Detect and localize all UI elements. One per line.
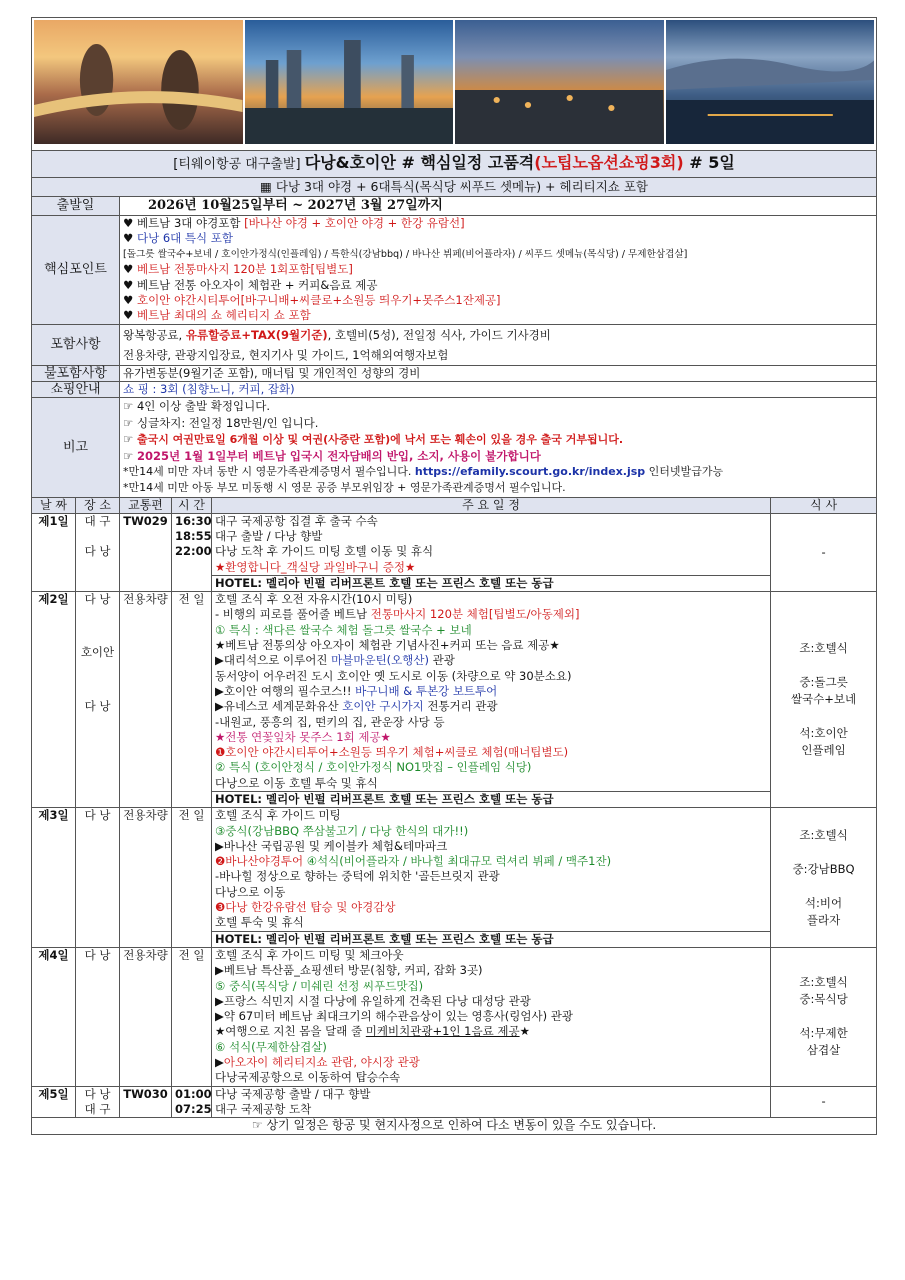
photo-banner-row: [32, 18, 877, 151]
day1-row: [32, 513, 877, 575]
efamily-link[interactable]: https://efamily.scourt.go.kr/index.jsp: [414, 465, 646, 479]
col-time: 시 간: [172, 497, 212, 513]
remarks-label: 비고: [32, 398, 120, 497]
day2-hotel: HOTEL: 멜리아 빈펄 리버프론트 호텔 또는 프린스 호텔 또는 동급: [212, 792, 771, 808]
key-point-meals: [돌그릇 쌀국수+보네 / 호이안가정식(인플레임) / 특한식(강남bbq) / 바나산 뷔페(비어플라자) / 씨푸드 셋메뉴(목식당) / 무제한삼겹살]: [123, 248, 688, 260]
col-date: 날 짜: [32, 497, 76, 513]
day2-transport: 전용차량: [120, 592, 172, 808]
day3-place: 다 낭: [76, 808, 120, 948]
col-schedule: 주 요 일 정: [212, 497, 771, 513]
day3-transport: 전용차량: [120, 808, 172, 948]
day5-places: 다 낭 대 구: [76, 1086, 120, 1118]
day2-row: [32, 592, 877, 792]
day2-places: 다 낭 호이안 다 낭: [76, 592, 120, 808]
departure-label: 출발일: [32, 197, 120, 216]
day1-hotel: HOTEL: 멜리아 빈펄 리버프론트 호텔 또는 프린스 호텔 또는 동급: [212, 575, 771, 591]
col-transport: 교통편: [120, 497, 172, 513]
day4-meal: 조:호텔식 중:목식당 석:무제한 삼겹살: [771, 947, 877, 1086]
day5-schedule: 다낭 국제공항 출발 / 대구 향발 대구 국제공항 도착: [212, 1086, 771, 1118]
day1-transport: TW029: [120, 513, 172, 591]
key-point-3: ♥ 베트남 전통마사지 120분 1회포함[팁별도]: [123, 262, 353, 277]
day5-row: [32, 1086, 877, 1118]
day5-transport: TW030: [120, 1086, 172, 1118]
day2-schedule: 호텔 조식 후 오전 자유시간(10시 미팅) - 비행의 피로를 풀어줄 베트남 전통마사지 120분 체험[팁별도/아동제외] ① 특식 : 색다른 쌀국수 체험 돌그릇 쌀국수 + 보네 ★베트남 전통의상 아오자이 체험관 기념사진+커피 또는 음료 제공★ ▶대리석으로 이루어진 마블마운틴(오행산) 관광 동서양이 어우러진 도시 호이안 옛 도시로 이동 (차량으로 약 30분소요) ▶호이안 여행의 필수코스!! 바구니배 & 투본강 보트투어 ▶유네스코 세계문화유산 호이안 구시가지 전통거리 관광 -내원교, 풍흥의 집, 떤키의 집, 관운장 사당 등 ★전통 연꽃잎차 못주스 1회 제공★ ❶호이안 야간시티투어+소원등 띄우기 체험+씨클로 체험(매너팁별도) ② 특식 (호이안정식 / 호이안가정식 NO1맛집 – 인플레임 식당) 다낭으로 이동 호텔 투숙 및 휴식: [212, 592, 771, 792]
day3-row: [32, 808, 877, 931]
itinerary-document: [31, 17, 876, 1135]
day1-date: 제1일: [32, 513, 76, 591]
day4-time: 전 일: [172, 947, 212, 1086]
departure-row: [32, 197, 877, 216]
danang-city-photo: [245, 20, 454, 144]
key-point-5: ♥ 호이안 야간시티투어[바구니배+씨클로+소원등 띄우기+못주스1잔제공]: [123, 293, 501, 308]
page-title: [32, 151, 877, 178]
day4-date: 제4일: [32, 947, 76, 1086]
photo-banner: [32, 18, 877, 151]
excluded-row: [32, 365, 877, 381]
key-points: [120, 216, 877, 325]
day3-time: 전 일: [172, 808, 212, 948]
key-point-4: ♥ 베트남 전통 아오자이 체험관 + 커피&음료 제공: [123, 277, 378, 292]
included-items: 왕복항공료, 유류할증료+TAX(9월기준), 호텔비(5성), 전일정 식사, 가이드 기사경비 전용차량, 관광지입장료, 현지기사 및 가이드, 1억해외여행자보험: [120, 324, 877, 365]
page-subtitle: ▦ 다낭 3대 야경 + 6대특식(목식당 씨푸드 셋메뉴) + 헤리티지쇼 포함: [32, 178, 877, 197]
key-point-2: ♥ 다낭 6대 특식 포함: [123, 231, 234, 246]
col-place: 장 소: [76, 497, 120, 513]
day4-row: [32, 947, 877, 1086]
excluded-label: 불포함사항: [32, 365, 120, 381]
han-river-photo: [666, 20, 875, 144]
day3-date: 제3일: [32, 808, 76, 948]
day3-meal: 조:호텔식 중:강남BBQ 석:비어 플라자: [771, 808, 877, 948]
shopping-row: [32, 382, 877, 398]
day5-meal: -: [771, 1086, 877, 1118]
col-meal: 식 사: [771, 497, 877, 513]
title-row: [32, 151, 877, 178]
title-highlight: (노팁노옵션쇼핑3회): [534, 153, 684, 172]
day2-meal: 조:호텔식 중:돌그릇 쌀국수+보네 석:호이안 인플레임: [771, 592, 877, 808]
day1-schedule: 대구 국제공항 집결 후 출국 수속 대구 출발 / 다낭 향발 다낭 도착 후 가이드 미팅 호텔 이동 및 휴식 ★환영합니다_객실당 과일바구니 증정★: [212, 513, 771, 575]
day5-times: 01:00 07:25: [172, 1086, 212, 1118]
shopping-info: 쇼 핑 : 3회 (침향노니, 커피, 잡화): [120, 382, 877, 398]
day3-schedule: 호텔 조식 후 가이드 미팅 ③중식(강남BBQ 쭈삼불고기 / 다낭 한식의 대가!!) ▶바나산 국립공원 및 케이블카 체험&테마파크 ❷바나산야경투어 ④석식(비어플라자 / 바나힐 최대규모 럭셔리 뷔페 / 맥주1잔) -바나힐 정상으로 향하는 중턱에 위치한 '골든브릿지 관광 다낭으로 이동 ❸다낭 한강유람선 탑승 및 야경감상 호텔 투숙 및 휴식: [212, 808, 771, 931]
footer-note: ☞ 상기 일정은 항공 및 현지사정으로 인하여 다소 변동이 있을 수도 있습니다.: [32, 1118, 877, 1134]
excluded-items: 유가변동분(9월기준 포함), 매너팁 및 개인적인 성향의 경비: [120, 365, 877, 381]
day1-places: 대 구 다 낭: [76, 513, 120, 591]
day4-place: 다 낭: [76, 947, 120, 1086]
departure-dates: 2026년 10월25일부터 ~ 2027년 3월 27일까지: [120, 197, 877, 216]
day2-time: 전 일: [172, 592, 212, 808]
itinerary-table: [31, 17, 877, 1135]
title-main: 다낭&호이안 # 핵심일정 고품격: [304, 153, 535, 172]
title-suffix: # 5일: [683, 153, 735, 172]
remarks: ☞ 4인 이상 출발 확정입니다. ☞ 싱글차지: 전일정 18만원/인 입니다. ☞ 출국시 여권만료일 6개월 이상 및 여권(사증란 포함)에 낙서 또는 훼손이 있을 경우 출국 거부됩니다. ☞ 2025년 1월 1일부터 베트남 입국시 전자담배의 반입, 소지, 사용이 불가합니다 *만14세 미만 자녀 동반 시 영문가족관계증명서 필수입니다. https://efamily.scourt.go.kr/index.jsp 인터넷발급가능 *만14세 미만 아동 부모 미동행 시 영문 공증 부모위임장 + 영문가족관계증명서 필수입니다.: [120, 398, 877, 497]
day5-date: 제5일: [32, 1086, 76, 1118]
remarks-row: [32, 398, 877, 497]
schedule-header-row: [32, 497, 877, 513]
included-row: [32, 324, 877, 365]
day1-meal: -: [771, 513, 877, 591]
shopping-label: 쇼핑안내: [32, 382, 120, 398]
key-point-1: ♥ 베트남 3대 야경포함 [바나산 야경 + 호이안 야경 + 한강 유람선]: [123, 216, 465, 230]
golden-bridge-photo: [34, 20, 243, 144]
day4-transport: 전용차량: [120, 947, 172, 1086]
key-points-row: [32, 216, 877, 325]
title-prefix: [티웨이항공 대구출발]: [173, 157, 305, 172]
hoian-night-photo: [455, 20, 664, 144]
key-points-label: 핵심포인트: [32, 216, 120, 325]
footer-row: [32, 1118, 877, 1134]
subtitle-row: [32, 178, 877, 197]
day4-schedule: 호텔 조식 후 가이드 미팅 및 체크아웃 ▶베트남 특산품_쇼핑센터 방문(침향, 커피, 잡화 3곳) ⑤ 중식(목식당 / 미쉐린 선정 씨푸드맛집) ▶프랑스 식민지 시절 다낭에 유일하게 건축된 다낭 대성당 관광 ▶약 67미터 베트남 최대크기의 해수관음상이 있는 영흥사(링엄사) 관광 ★여행으로 지친 몸을 달래 줄 미케비치관광+1인 1음료 제공★ ⑥ 석식(무제한삼겹살) ▶아오자이 헤리티지쇼 관람, 야시장 관광 다낭국제공항으로 이동하여 탑승수속: [212, 947, 771, 1086]
day1-times: 16:30 18:55 22:00: [172, 513, 212, 591]
key-point-6: ♥ 베트남 최대의 쇼 헤리티지 쇼 포함: [123, 308, 311, 323]
day3-hotel: HOTEL: 멜리아 빈펄 리버프론트 호텔 또는 프린스 호텔 또는 동급: [212, 931, 771, 947]
included-label: 포함사항: [32, 324, 120, 365]
day2-date: 제2일: [32, 592, 76, 808]
